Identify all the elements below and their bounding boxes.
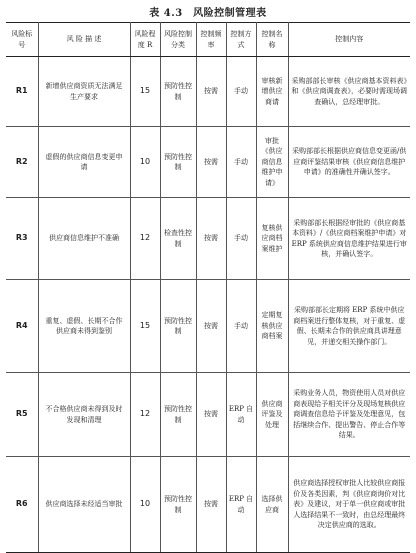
control-content: 供应商选择授权审批人比较供应商报价及各类因素，判《供应商询价对比表》及建议，对于单一供应商或审批人选择结果不一致时，由总经理最终决定供应商的选取。	[288, 457, 410, 553]
control-type: 预防性控制	[160, 457, 196, 553]
control-type: 预防性控制	[160, 57, 196, 127]
control-frequency: 按需	[196, 127, 226, 198]
header-risk-level: 风险程度 R	[130, 23, 160, 57]
control-type: 预防性控制	[160, 127, 196, 198]
risk-control-table	[6, 22, 410, 553]
risk-id: R4	[6, 280, 38, 373]
risk-desc: 供应商选择未经适当审批	[38, 457, 130, 553]
risk-level: 15	[130, 280, 160, 373]
control-method: ERP 自动	[226, 457, 256, 553]
risk-id: R5	[6, 373, 38, 457]
risk-desc: 供应商信息维护不准确	[38, 198, 130, 280]
header-control-name: 控制名称	[256, 23, 288, 57]
table-row	[6, 57, 410, 127]
control-frequency: 按需	[196, 57, 226, 127]
risk-desc: 新增供应商资质无法满足生产要求	[38, 57, 130, 127]
header-risk-id: 风险标号	[6, 23, 38, 57]
risk-level: 12	[130, 373, 160, 457]
table-row	[6, 457, 410, 553]
risk-id: R3	[6, 198, 38, 280]
control-name: 审核新增供应商请	[256, 57, 288, 127]
table-row	[6, 280, 410, 373]
control-type: 检查性控制	[160, 198, 196, 280]
control-name: 审批《供应商信息维护申请》	[256, 127, 288, 198]
control-content: 采购部部长根据供应商信息变更函/供应商评鉴结果审核《供应商信息维护申请》的准确性并确认签字。	[288, 127, 410, 198]
risk-id: R2	[6, 127, 38, 198]
control-method: 手动	[226, 127, 256, 198]
control-method: ERP 自动	[226, 373, 256, 457]
table-row	[6, 198, 410, 280]
header-frequency: 控制频率	[196, 23, 226, 57]
risk-level: 15	[130, 57, 160, 127]
control-content: 采购部部长定期将 ERP 系统中供应商档案进行整体复核，对于重复、虚假、长期未合作的供应商具讲理意见，并递交相关操作部门。	[288, 280, 410, 373]
control-method: 手动	[226, 280, 256, 373]
header-content: 控制内容	[288, 23, 410, 57]
control-frequency: 按需	[196, 198, 226, 280]
risk-desc: 虚假的供应商信息变更申请	[38, 127, 130, 198]
table-row	[6, 127, 410, 198]
control-content: 采购部部长根据经审批的《供应商基本资料》/《供应商档案维护申请》对 ERP 系统供应商信息维护结果进行审核，并确认签字。	[288, 198, 410, 280]
control-method: 手动	[226, 57, 256, 127]
table-title: 表 4.3 风险控制管理表	[149, 8, 267, 19]
risk-id: R6	[6, 457, 38, 553]
header-row	[6, 23, 410, 57]
control-method: 手动	[226, 198, 256, 280]
control-frequency: 按需	[196, 373, 226, 457]
risk-level: 10	[130, 127, 160, 198]
control-type: 预防性控制	[160, 280, 196, 373]
risk-id: R1	[6, 57, 38, 127]
risk-level: 10	[130, 457, 160, 553]
control-name: 供应商评鉴及处理	[256, 373, 288, 457]
control-frequency: 按需	[196, 280, 226, 373]
risk-desc: 不合格供应商未得到及时发现和清理	[38, 373, 130, 457]
header-control-type: 风险控制分类	[160, 23, 196, 57]
control-name: 复核供应商档案维护	[256, 198, 288, 280]
table-row	[6, 373, 410, 457]
control-frequency: 按需	[196, 457, 226, 553]
header-risk-desc: 风 险 描 述	[38, 23, 130, 57]
risk-level: 12	[130, 198, 160, 280]
control-type: 预防性控制	[160, 373, 196, 457]
control-name: 定期复核供应商档案	[256, 280, 288, 373]
control-name: 选择供应商	[256, 457, 288, 553]
header-method: 控制方式	[226, 23, 256, 57]
control-content: 采购业务人员，物资使用人员对供应商表现给予相关评分及现场复核供应商调查信息给予评鉴及处理意见，包括继续合作、提出警告、停止合作等结果。	[288, 373, 410, 457]
risk-desc: 重复、虚假、长期不合作供应商未得到鉴别	[38, 280, 130, 373]
control-content: 采购部部长审核《供应商基本资料表》和《供应商调查表》，必要时需现场调查确认，总经理审批。	[288, 57, 410, 127]
